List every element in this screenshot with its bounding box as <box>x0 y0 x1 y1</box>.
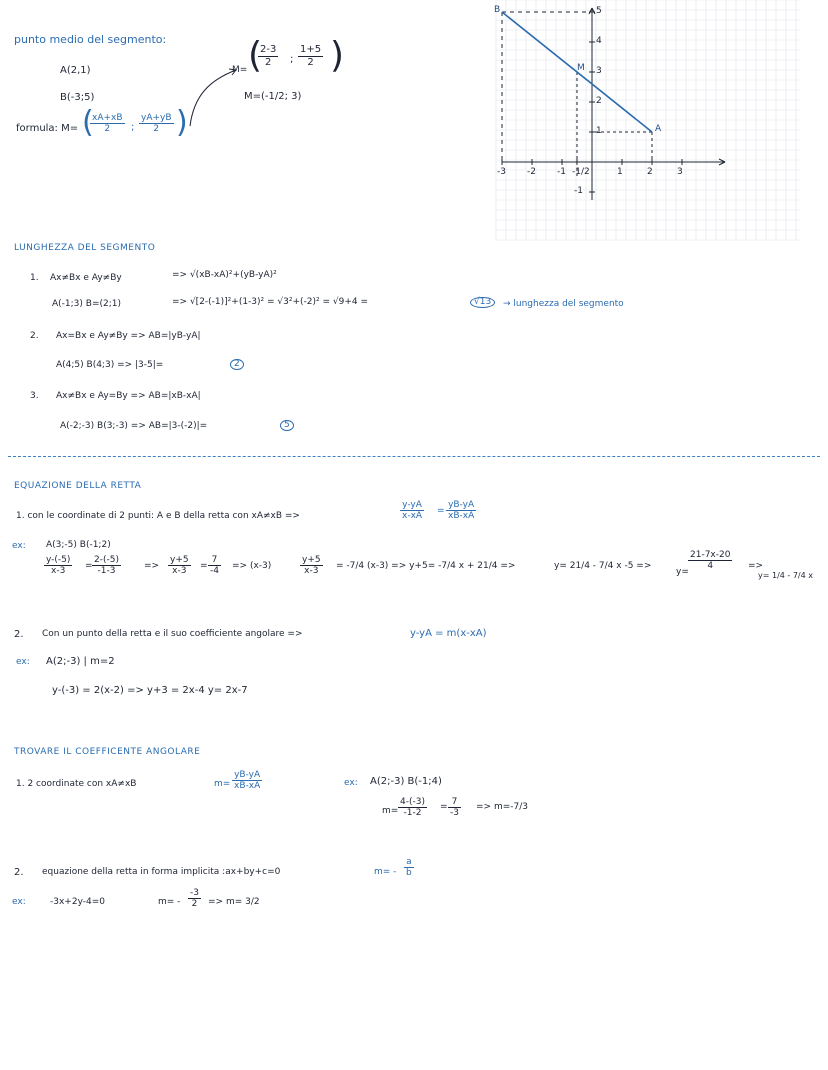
arrow-to-result <box>190 70 236 126</box>
line-ex1-eq2: = <box>200 561 208 571</box>
y-tick-label: 5 <box>596 6 602 16</box>
slope-example2-equation: -3x+2y-4=0 <box>50 897 105 907</box>
result-semicolon: ; <box>290 54 294 65</box>
y-tick-label: 2 <box>596 96 602 106</box>
line-example2-point: A(2;-3) | m=2 <box>46 656 115 667</box>
x-tick-label: 1 <box>617 167 623 177</box>
line-ex1-frac6: $\frac{21-7x-20}{4}$ <box>690 550 731 572</box>
line-case1-equals: = <box>437 506 445 516</box>
midpoint-result-label: M= <box>232 65 248 75</box>
graph-point-b-label: B <box>494 5 501 15</box>
length-case2-result: 2 <box>230 359 244 370</box>
slope-example2-m: m= - <box>158 897 181 907</box>
length-case3-result: 5 <box>280 420 294 431</box>
line-ex1-frac3: $\frac{y+5}{x-3}$ <box>170 555 189 577</box>
y-tick-label: 4 <box>596 36 602 46</box>
slope-example1-equals: = <box>440 802 448 812</box>
midpoint-title: punto medio del segmento: <box>14 33 167 46</box>
line-example1-label: ex: <box>12 541 26 551</box>
line-example2-label: ex: <box>16 657 30 667</box>
slope-example2-fraction: $\frac{-3}{2}$ <box>190 888 199 910</box>
slope-example1-fraction: $\frac{4-(-3)}{-1-2}$ <box>400 797 425 819</box>
paren-right: ) <box>176 105 188 140</box>
length-case1-example: A(-1;3) B=(2;1) <box>52 299 121 309</box>
slope-example1-final: => m=-7/3 <box>476 802 528 812</box>
line-case2-formula: y-yA = m(x-xA) <box>410 628 487 639</box>
formula-semicolon: ; <box>131 122 135 133</box>
length-case1-calc: => √[2-(-1)]²+(1-3)² = √3²+(-2)² = √9+4 = <box>172 297 369 307</box>
length-case2-example: A(4;5) B(4;3) => |3-5|= <box>56 360 164 370</box>
length-case3-condition: Ax≠Bx e Ay=By => AB=|xB-xA| <box>56 391 201 401</box>
slope-case1-fraction: $\frac{yB-yA}{xB-xA}$ <box>234 770 261 792</box>
midpoint-formula-label: formula: M= <box>16 123 79 134</box>
length-case3-example: A(-2;-3) B(3;-3) => AB=|3-(-2)|= <box>60 421 208 431</box>
length-case1-condition: Ax≠Bx e Ay≠By <box>50 273 122 283</box>
line-ex1-frac1: $\frac{y-(-5)}{x-3}$ <box>46 555 71 577</box>
slope-case1-text: 1. 2 coordinate con xA≠xB <box>16 779 137 789</box>
line-ex1-arrow1: => <box>144 561 160 571</box>
line-ex1-step4: y= <box>676 567 689 577</box>
slope-example2-final: => m= 3/2 <box>208 897 260 907</box>
x-tick-label: -1/2 <box>572 167 590 177</box>
length-case1-result: √13 <box>470 297 495 308</box>
line-ex1-step3: y= 21/4 - 7/4 x -5 => <box>554 561 652 571</box>
y-tick-label: 3 <box>596 66 602 76</box>
x-tick-label: -1 <box>557 167 566 177</box>
slope-example1-m: m= <box>382 806 399 816</box>
slope-example1-label: ex: <box>344 778 358 788</box>
midpoint-point-a: A(2,1) <box>60 65 91 76</box>
line-ex1-step2: = -7/4 (x-3) => y+5= -7/4 x + 21/4 => <box>336 561 516 571</box>
paren-left: ( <box>82 105 94 140</box>
length-case1-number: 1. <box>30 273 39 283</box>
slope-case2-fraction: $\frac{a}{b}$ <box>406 857 412 879</box>
graph-plot <box>190 12 682 192</box>
line-case1-fraction1: $\frac{y-yA}{x-xA}$ <box>402 500 423 522</box>
slope-case2-m: m= - <box>374 867 397 877</box>
length-title: LUNGHEZZA DEL SEGMENTO <box>14 243 156 253</box>
slope-case2-number: 2. <box>14 867 24 878</box>
line-case2-text: Con un punto della retta e il suo coefficiente angolare => <box>42 629 303 639</box>
graph-grid <box>496 0 800 240</box>
line-ex1-final: y= 1/4 - 7/4 x <box>758 571 813 580</box>
slope-case1-m: m= <box>214 779 231 789</box>
slope-example1-fraction2: $\frac{7}{-3}$ <box>450 797 459 819</box>
result-x-fraction: $\frac{2-3}{2}$ <box>260 44 277 68</box>
graph-point-m-label: M <box>577 63 585 73</box>
slope-example2-label: ex: <box>12 897 26 907</box>
midpoint-result-final: M=(-1/2; 3) <box>244 91 302 102</box>
line-ex1-frac2: $\frac{2-(-5)}{-1-3}$ <box>94 555 119 577</box>
x-tick-label: 2 <box>647 167 653 177</box>
x-tick-label: 3 <box>677 167 683 177</box>
line-ex1-frac4: $\frac{7}{-4}$ <box>210 555 219 577</box>
line-case2-number: 2. <box>14 629 24 640</box>
slope-example1-points: A(2;-3) B(-1;4) <box>370 776 442 787</box>
line-case1-fraction2: $\frac{yB-yA}{xB-xA}$ <box>448 500 475 522</box>
y-tick-label: 1 <box>596 126 602 136</box>
result-y-fraction: $\frac{1+5}{2}$ <box>300 44 322 68</box>
line-ex1-frac5: $\frac{y+5}{x-3}$ <box>302 555 321 577</box>
slope-title: TROVARE IL COEFFICENTE ANGOLARE <box>14 747 201 757</box>
line-example2-calc: y-(-3) = 2(x-2) => y+3 = 2x-4 y= 2x-7 <box>52 685 248 696</box>
length-case2-number: 2. <box>30 331 39 341</box>
result-paren-right: ) <box>330 35 345 76</box>
line-example1-points: A(3;-5) B(-1;2) <box>46 540 111 550</box>
length-case2-condition: Ax=Bx e Ay≠By => AB=|yB-yA| <box>56 331 201 341</box>
line-ex1-step: => (x-3) <box>232 561 272 571</box>
x-tick-label: -3 <box>497 167 506 177</box>
line-case1-text: 1. con le coordinate di 2 punti: A e B della retta con xA≠xB => <box>16 511 300 521</box>
length-case1-result-label: → lunghezza del segmento <box>503 299 624 309</box>
formula-y-fraction: $\frac{yA+yB}{2}$ <box>141 113 172 135</box>
formula-x-fraction: $\frac{xA+xB}{2}$ <box>92 113 123 135</box>
length-case3-number: 3. <box>30 391 39 401</box>
line-ex1-step5: => <box>748 561 764 571</box>
slope-case2-text: equazione della retta in forma implicita :ax+by+c=0 <box>42 867 281 877</box>
graph-point-a-label: A <box>655 124 662 134</box>
length-case1-formula: => √(xB-xA)²+(yB-yA)² <box>172 270 277 280</box>
result-paren-left: ( <box>248 35 263 76</box>
line-title: EQUAZIONE DELLA RETTA <box>14 481 142 491</box>
section-separator <box>8 456 820 457</box>
x-tick-label: -2 <box>527 167 536 177</box>
midpoint-point-b: B(-3;5) <box>60 92 95 103</box>
line-ex1-eq1: = <box>85 561 93 571</box>
y-tick-label: -1 <box>574 186 583 196</box>
